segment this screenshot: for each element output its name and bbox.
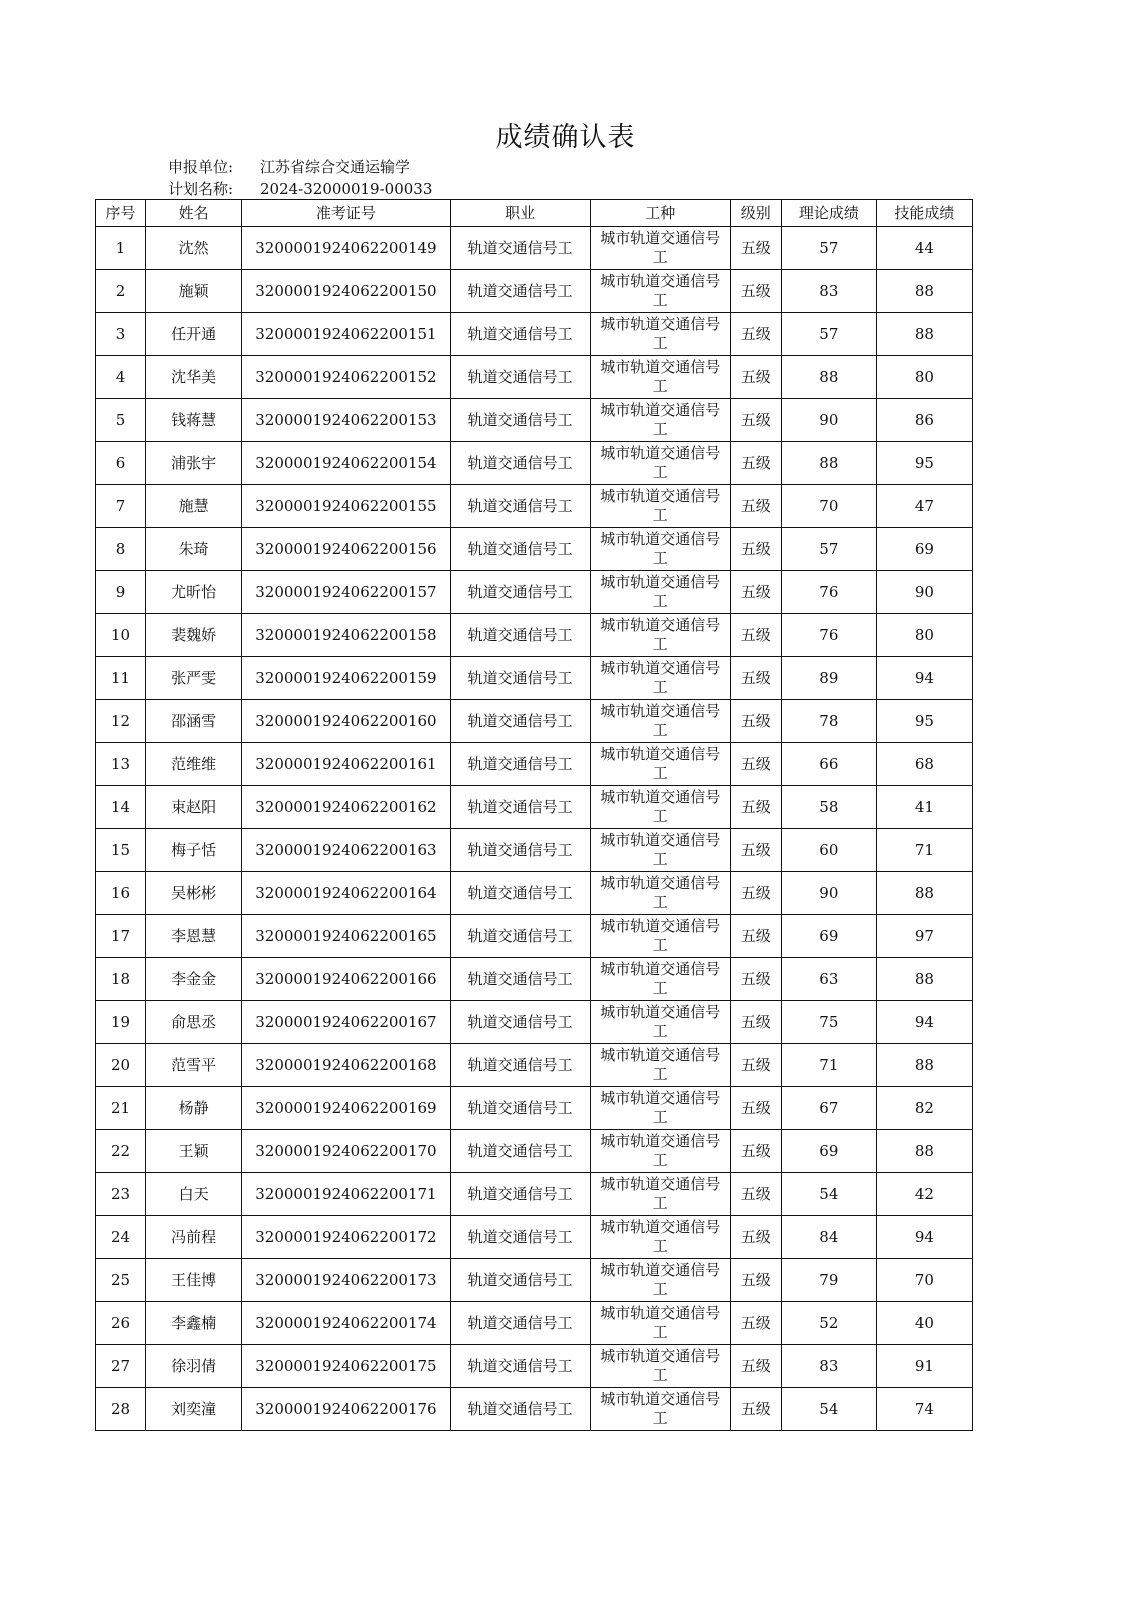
skill-score-cell: 88 <box>876 1130 972 1173</box>
name-cell: 邵涵雪 <box>146 700 242 743</box>
ticket-number-cell: 3200001924062200154 <box>242 442 451 485</box>
table-row <box>96 1388 973 1431</box>
ticket-number-cell: 3200001924062200167 <box>242 1001 451 1044</box>
table-row <box>96 571 973 614</box>
name-cell: 朱琦 <box>146 528 242 571</box>
level-cell: 五级 <box>730 786 781 829</box>
theory-score-cell: 54 <box>781 1173 876 1216</box>
seq-cell: 25 <box>96 1259 146 1302</box>
ticket-number-cell: 3200001924062200152 <box>242 356 451 399</box>
declaring-unit-value: 江苏省综合交通运输学 <box>260 158 411 176</box>
job-type-cell: 城市轨道交通信号工 <box>590 227 730 270</box>
table-row <box>96 1345 973 1388</box>
header-theory-score: 理论成绩 <box>781 200 876 227</box>
ticket-number-cell: 3200001924062200156 <box>242 528 451 571</box>
plan-name-value: 2024-32000019-00033 <box>260 180 433 198</box>
level-cell: 五级 <box>730 399 781 442</box>
theory-score-cell: 57 <box>781 313 876 356</box>
theory-score-cell: 75 <box>781 1001 876 1044</box>
job-type-cell: 城市轨道交通信号工 <box>590 700 730 743</box>
occupation-cell: 轨道交通信号工 <box>450 915 590 958</box>
skill-score-cell: 74 <box>876 1388 972 1431</box>
seq-cell: 10 <box>96 614 146 657</box>
theory-score-cell: 66 <box>781 743 876 786</box>
theory-score-cell: 76 <box>781 614 876 657</box>
seq-cell: 19 <box>96 1001 146 1044</box>
header-ticket-number: 准考证号 <box>242 200 451 227</box>
skill-score-cell: 88 <box>876 270 972 313</box>
ticket-number-cell: 3200001924062200166 <box>242 958 451 1001</box>
ticket-number-cell: 3200001924062200173 <box>242 1259 451 1302</box>
name-cell: 任开通 <box>146 313 242 356</box>
skill-score-cell: 95 <box>876 700 972 743</box>
occupation-cell: 轨道交通信号工 <box>450 485 590 528</box>
skill-score-cell: 70 <box>876 1259 972 1302</box>
theory-score-cell: 54 <box>781 1388 876 1431</box>
level-cell: 五级 <box>730 313 781 356</box>
skill-score-cell: 94 <box>876 1001 972 1044</box>
theory-score-cell: 69 <box>781 915 876 958</box>
occupation-cell: 轨道交通信号工 <box>450 1173 590 1216</box>
theory-score-cell: 89 <box>781 657 876 700</box>
level-cell: 五级 <box>730 1259 781 1302</box>
seq-cell: 5 <box>96 399 146 442</box>
occupation-cell: 轨道交通信号工 <box>450 399 590 442</box>
skill-score-cell: 88 <box>876 958 972 1001</box>
occupation-cell: 轨道交通信号工 <box>450 1259 590 1302</box>
name-cell: 梅子恬 <box>146 829 242 872</box>
seq-cell: 22 <box>96 1130 146 1173</box>
header-name: 姓名 <box>146 200 242 227</box>
occupation-cell: 轨道交通信号工 <box>450 270 590 313</box>
theory-score-cell: 90 <box>781 872 876 915</box>
job-type-cell: 城市轨道交通信号工 <box>590 485 730 528</box>
skill-score-cell: 94 <box>876 1216 972 1259</box>
declaring-unit-row <box>168 156 410 178</box>
seq-cell: 14 <box>96 786 146 829</box>
job-type-cell: 城市轨道交通信号工 <box>590 915 730 958</box>
table-row <box>96 657 973 700</box>
ticket-number-cell: 3200001924062200149 <box>242 227 451 270</box>
level-cell: 五级 <box>730 1001 781 1044</box>
skill-score-cell: 68 <box>876 743 972 786</box>
name-cell: 尤昕怡 <box>146 571 242 614</box>
seq-cell: 12 <box>96 700 146 743</box>
table-row <box>96 1302 973 1345</box>
theory-score-cell: 60 <box>781 829 876 872</box>
ticket-number-cell: 3200001924062200161 <box>242 743 451 786</box>
skill-score-cell: 44 <box>876 227 972 270</box>
job-type-cell: 城市轨道交通信号工 <box>590 571 730 614</box>
level-cell: 五级 <box>730 227 781 270</box>
seq-cell: 21 <box>96 1087 146 1130</box>
skill-score-cell: 41 <box>876 786 972 829</box>
ticket-number-cell: 3200001924062200176 <box>242 1388 451 1431</box>
job-type-cell: 城市轨道交通信号工 <box>590 356 730 399</box>
name-cell: 徐羽倩 <box>146 1345 242 1388</box>
occupation-cell: 轨道交通信号工 <box>450 1130 590 1173</box>
job-type-cell: 城市轨道交通信号工 <box>590 786 730 829</box>
seq-cell: 24 <box>96 1216 146 1259</box>
header-occupation: 职业 <box>450 200 590 227</box>
table-row <box>96 614 973 657</box>
occupation-cell: 轨道交通信号工 <box>450 872 590 915</box>
skill-score-cell: 69 <box>876 528 972 571</box>
name-cell: 俞思丞 <box>146 1001 242 1044</box>
occupation-cell: 轨道交通信号工 <box>450 1044 590 1087</box>
skill-score-cell: 90 <box>876 571 972 614</box>
level-cell: 五级 <box>730 700 781 743</box>
level-cell: 五级 <box>730 270 781 313</box>
occupation-cell: 轨道交通信号工 <box>450 313 590 356</box>
table-row <box>96 227 973 270</box>
plan-name-row <box>168 178 432 200</box>
table-row <box>96 356 973 399</box>
skill-score-cell: 42 <box>876 1173 972 1216</box>
level-cell: 五级 <box>730 657 781 700</box>
table-row <box>96 1173 973 1216</box>
skill-score-cell: 91 <box>876 1345 972 1388</box>
table-row <box>96 743 973 786</box>
header-skill-score: 技能成绩 <box>876 200 972 227</box>
table-row <box>96 786 973 829</box>
header-seq: 序号 <box>96 200 146 227</box>
occupation-cell: 轨道交通信号工 <box>450 1216 590 1259</box>
table-row <box>96 1001 973 1044</box>
job-type-cell: 城市轨道交通信号工 <box>590 958 730 1001</box>
occupation-cell: 轨道交通信号工 <box>450 829 590 872</box>
job-type-cell: 城市轨道交通信号工 <box>590 614 730 657</box>
ticket-number-cell: 3200001924062200172 <box>242 1216 451 1259</box>
skill-score-cell: 47 <box>876 485 972 528</box>
job-type-cell: 城市轨道交通信号工 <box>590 743 730 786</box>
table-row <box>96 528 973 571</box>
occupation-cell: 轨道交通信号工 <box>450 1087 590 1130</box>
theory-score-cell: 69 <box>781 1130 876 1173</box>
ticket-number-cell: 3200001924062200169 <box>242 1087 451 1130</box>
seq-cell: 17 <box>96 915 146 958</box>
table-row <box>96 829 973 872</box>
job-type-cell: 城市轨道交通信号工 <box>590 270 730 313</box>
ticket-number-cell: 3200001924062200159 <box>242 657 451 700</box>
level-cell: 五级 <box>730 614 781 657</box>
occupation-cell: 轨道交通信号工 <box>450 528 590 571</box>
name-cell: 刘奕潼 <box>146 1388 242 1431</box>
level-cell: 五级 <box>730 1216 781 1259</box>
theory-score-cell: 70 <box>781 485 876 528</box>
seq-cell: 23 <box>96 1173 146 1216</box>
level-cell: 五级 <box>730 571 781 614</box>
name-cell: 冯前程 <box>146 1216 242 1259</box>
name-cell: 施慧 <box>146 485 242 528</box>
seq-cell: 27 <box>96 1345 146 1388</box>
header-job-type: 工种 <box>590 200 730 227</box>
seq-cell: 18 <box>96 958 146 1001</box>
name-cell: 束赵阳 <box>146 786 242 829</box>
ticket-number-cell: 3200001924062200158 <box>242 614 451 657</box>
theory-score-cell: 76 <box>781 571 876 614</box>
job-type-cell: 城市轨道交通信号工 <box>590 1345 730 1388</box>
level-cell: 五级 <box>730 743 781 786</box>
job-type-cell: 城市轨道交通信号工 <box>590 1388 730 1431</box>
skill-score-cell: 88 <box>876 313 972 356</box>
table-row <box>96 313 973 356</box>
skill-score-cell: 82 <box>876 1087 972 1130</box>
occupation-cell: 轨道交通信号工 <box>450 442 590 485</box>
theory-score-cell: 88 <box>781 356 876 399</box>
occupation-cell: 轨道交通信号工 <box>450 571 590 614</box>
ticket-number-cell: 3200001924062200155 <box>242 485 451 528</box>
name-cell: 吴彬彬 <box>146 872 242 915</box>
ticket-number-cell: 3200001924062200165 <box>242 915 451 958</box>
job-type-cell: 城市轨道交通信号工 <box>590 1087 730 1130</box>
name-cell: 钱蒋慧 <box>146 399 242 442</box>
ticket-number-cell: 3200001924062200151 <box>242 313 451 356</box>
occupation-cell: 轨道交通信号工 <box>450 614 590 657</box>
job-type-cell: 城市轨道交通信号工 <box>590 872 730 915</box>
ticket-number-cell: 3200001924062200162 <box>242 786 451 829</box>
name-cell: 李恩慧 <box>146 915 242 958</box>
skill-score-cell: 80 <box>876 614 972 657</box>
seq-cell: 26 <box>96 1302 146 1345</box>
name-cell: 杨静 <box>146 1087 242 1130</box>
theory-score-cell: 84 <box>781 1216 876 1259</box>
seq-cell: 1 <box>96 227 146 270</box>
table-row <box>96 1044 973 1087</box>
job-type-cell: 城市轨道交通信号工 <box>590 1302 730 1345</box>
occupation-cell: 轨道交通信号工 <box>450 700 590 743</box>
seq-cell: 3 <box>96 313 146 356</box>
skill-score-cell: 97 <box>876 915 972 958</box>
seq-cell: 13 <box>96 743 146 786</box>
occupation-cell: 轨道交通信号工 <box>450 356 590 399</box>
name-cell: 白天 <box>146 1173 242 1216</box>
page-title: 成绩确认表 <box>495 122 636 153</box>
ticket-number-cell: 3200001924062200174 <box>242 1302 451 1345</box>
level-cell: 五级 <box>730 528 781 571</box>
job-type-cell: 城市轨道交通信号工 <box>590 313 730 356</box>
ticket-number-cell: 3200001924062200170 <box>242 1130 451 1173</box>
seq-cell: 11 <box>96 657 146 700</box>
level-cell: 五级 <box>730 1345 781 1388</box>
occupation-cell: 轨道交通信号工 <box>450 1345 590 1388</box>
job-type-cell: 城市轨道交通信号工 <box>590 1216 730 1259</box>
name-cell: 李金金 <box>146 958 242 1001</box>
name-cell: 施颖 <box>146 270 242 313</box>
occupation-cell: 轨道交通信号工 <box>450 227 590 270</box>
occupation-cell: 轨道交通信号工 <box>450 1388 590 1431</box>
seq-cell: 16 <box>96 872 146 915</box>
theory-score-cell: 83 <box>781 270 876 313</box>
table-row <box>96 1130 973 1173</box>
table-row <box>96 915 973 958</box>
score-table <box>95 199 973 1431</box>
name-cell: 浦张宇 <box>146 442 242 485</box>
job-type-cell: 城市轨道交通信号工 <box>590 1173 730 1216</box>
level-cell: 五级 <box>730 829 781 872</box>
level-cell: 五级 <box>730 442 781 485</box>
job-type-cell: 城市轨道交通信号工 <box>590 1044 730 1087</box>
theory-score-cell: 88 <box>781 442 876 485</box>
table-row <box>96 442 973 485</box>
job-type-cell: 城市轨道交通信号工 <box>590 657 730 700</box>
level-cell: 五级 <box>730 1044 781 1087</box>
skill-score-cell: 94 <box>876 657 972 700</box>
skill-score-cell: 40 <box>876 1302 972 1345</box>
job-type-cell: 城市轨道交通信号工 <box>590 1001 730 1044</box>
job-type-cell: 城市轨道交通信号工 <box>590 1130 730 1173</box>
theory-score-cell: 83 <box>781 1345 876 1388</box>
skill-score-cell: 88 <box>876 1044 972 1087</box>
name-cell: 裴魏娇 <box>146 614 242 657</box>
table-row <box>96 1087 973 1130</box>
table-row <box>96 270 973 313</box>
ticket-number-cell: 3200001924062200171 <box>242 1173 451 1216</box>
occupation-cell: 轨道交通信号工 <box>450 786 590 829</box>
ticket-number-cell: 3200001924062200164 <box>242 872 451 915</box>
name-cell: 李鑫楠 <box>146 1302 242 1345</box>
seq-cell: 8 <box>96 528 146 571</box>
table-row <box>96 1216 973 1259</box>
skill-score-cell: 71 <box>876 829 972 872</box>
ticket-number-cell: 3200001924062200150 <box>242 270 451 313</box>
theory-score-cell: 90 <box>781 399 876 442</box>
theory-score-cell: 79 <box>781 1259 876 1302</box>
skill-score-cell: 95 <box>876 442 972 485</box>
plan-name-label: 计划名称: <box>168 180 234 198</box>
seq-cell: 7 <box>96 485 146 528</box>
theory-score-cell: 78 <box>781 700 876 743</box>
seq-cell: 2 <box>96 270 146 313</box>
name-cell: 沈华美 <box>146 356 242 399</box>
theory-score-cell: 71 <box>781 1044 876 1087</box>
theory-score-cell: 63 <box>781 958 876 1001</box>
ticket-number-cell: 3200001924062200168 <box>242 1044 451 1087</box>
skill-score-cell: 80 <box>876 356 972 399</box>
theory-score-cell: 57 <box>781 528 876 571</box>
score-table-body <box>96 227 973 1431</box>
name-cell: 沈然 <box>146 227 242 270</box>
header-level: 级别 <box>730 200 781 227</box>
name-cell: 王佳博 <box>146 1259 242 1302</box>
theory-score-cell: 58 <box>781 786 876 829</box>
seq-cell: 9 <box>96 571 146 614</box>
level-cell: 五级 <box>730 1087 781 1130</box>
job-type-cell: 城市轨道交通信号工 <box>590 442 730 485</box>
ticket-number-cell: 3200001924062200157 <box>242 571 451 614</box>
theory-score-cell: 52 <box>781 1302 876 1345</box>
job-type-cell: 城市轨道交通信号工 <box>590 399 730 442</box>
theory-score-cell: 57 <box>781 227 876 270</box>
table-row <box>96 399 973 442</box>
occupation-cell: 轨道交通信号工 <box>450 657 590 700</box>
ticket-number-cell: 3200001924062200153 <box>242 399 451 442</box>
level-cell: 五级 <box>730 1302 781 1345</box>
level-cell: 五级 <box>730 1388 781 1431</box>
seq-cell: 28 <box>96 1388 146 1431</box>
theory-score-cell: 67 <box>781 1087 876 1130</box>
job-type-cell: 城市轨道交通信号工 <box>590 829 730 872</box>
occupation-cell: 轨道交通信号工 <box>450 1001 590 1044</box>
level-cell: 五级 <box>730 958 781 1001</box>
table-row <box>96 1259 973 1302</box>
occupation-cell: 轨道交通信号工 <box>450 958 590 1001</box>
ticket-number-cell: 3200001924062200163 <box>242 829 451 872</box>
table-row <box>96 958 973 1001</box>
table-row <box>96 485 973 528</box>
occupation-cell: 轨道交通信号工 <box>450 743 590 786</box>
level-cell: 五级 <box>730 1173 781 1216</box>
name-cell: 范雪平 <box>146 1044 242 1087</box>
skill-score-cell: 88 <box>876 872 972 915</box>
level-cell: 五级 <box>730 872 781 915</box>
level-cell: 五级 <box>730 356 781 399</box>
level-cell: 五级 <box>730 1130 781 1173</box>
header-row <box>96 200 973 227</box>
job-type-cell: 城市轨道交通信号工 <box>590 528 730 571</box>
level-cell: 五级 <box>730 485 781 528</box>
seq-cell: 15 <box>96 829 146 872</box>
ticket-number-cell: 3200001924062200175 <box>242 1345 451 1388</box>
name-cell: 范维维 <box>146 743 242 786</box>
job-type-cell: 城市轨道交通信号工 <box>590 1259 730 1302</box>
declaring-unit-label: 申报单位: <box>168 158 234 176</box>
seq-cell: 6 <box>96 442 146 485</box>
seq-cell: 20 <box>96 1044 146 1087</box>
level-cell: 五级 <box>730 915 781 958</box>
table-row <box>96 872 973 915</box>
ticket-number-cell: 3200001924062200160 <box>242 700 451 743</box>
seq-cell: 4 <box>96 356 146 399</box>
occupation-cell: 轨道交通信号工 <box>450 1302 590 1345</box>
table-row <box>96 700 973 743</box>
name-cell: 王颖 <box>146 1130 242 1173</box>
skill-score-cell: 86 <box>876 399 972 442</box>
name-cell: 张严雯 <box>146 657 242 700</box>
